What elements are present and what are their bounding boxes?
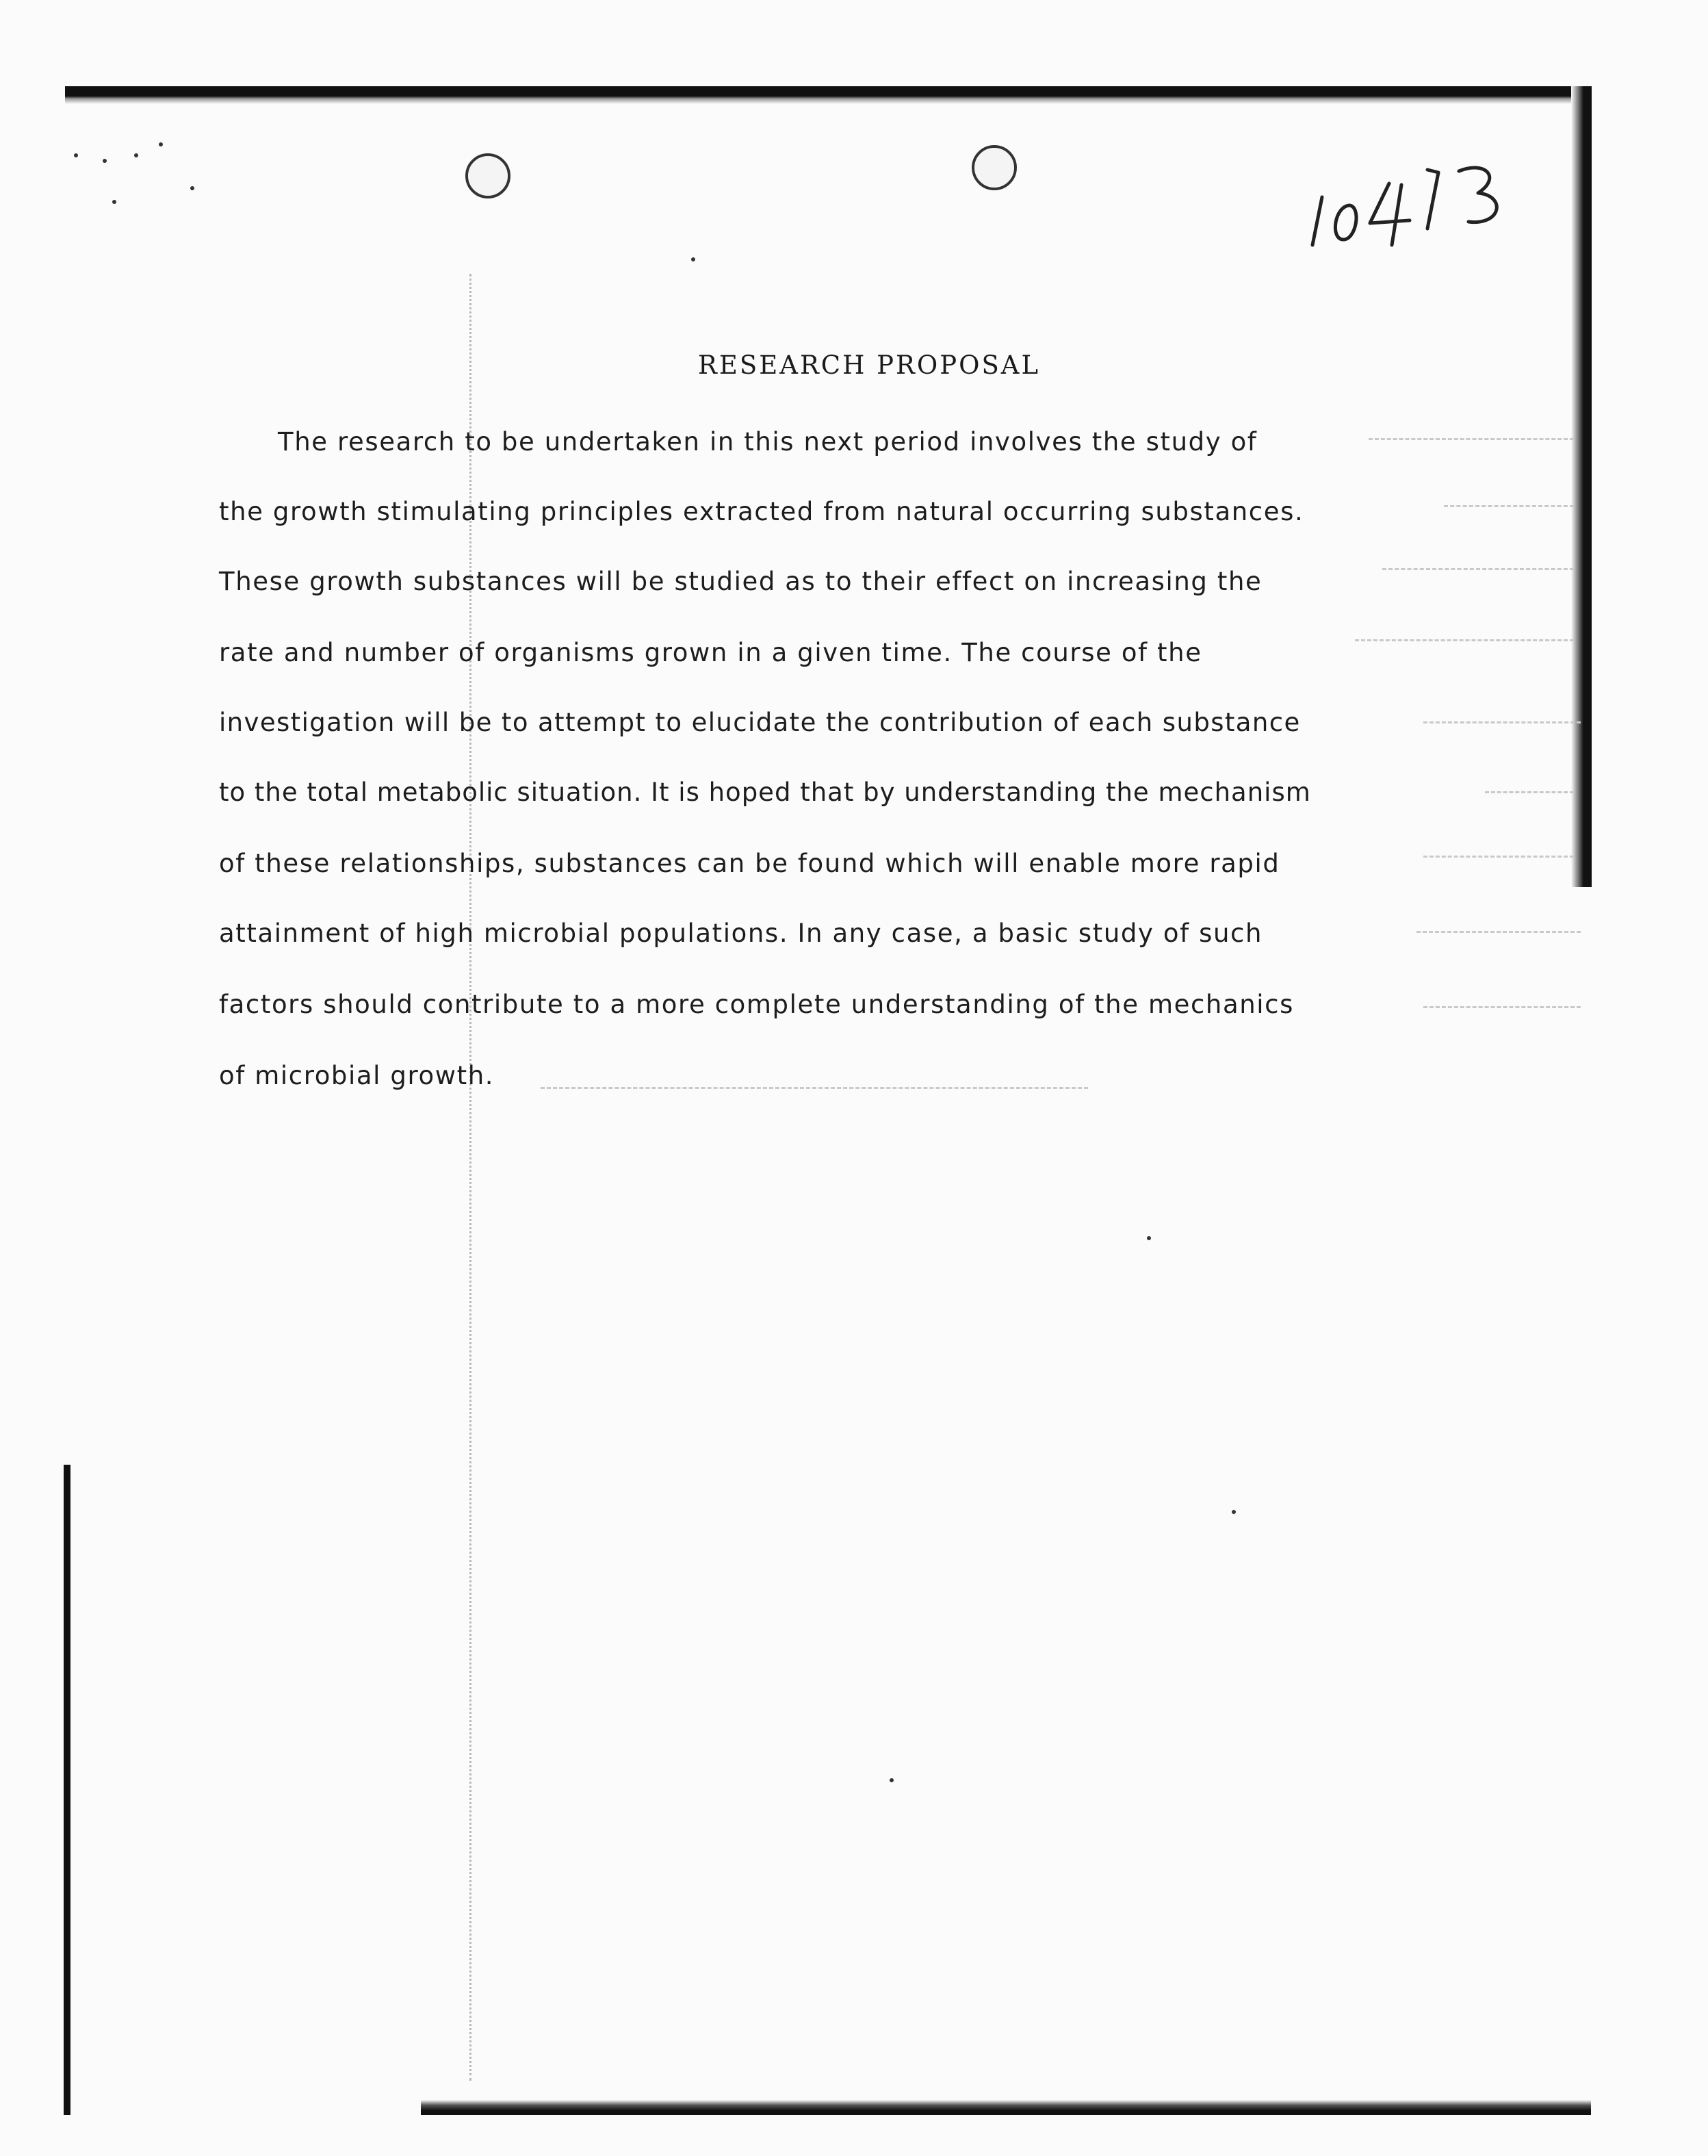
scan-speck [103,159,107,163]
scan-speck [134,153,138,157]
paragraph-line: These growth substances will be studied as to their effect on increasing the [219,567,1263,596]
scan-speck [112,200,116,204]
scan-speck [1232,1510,1236,1514]
scan-speck [890,1778,894,1782]
faint-ruled-line [1485,791,1574,793]
faint-ruled-line [1423,1006,1581,1008]
faint-ruled-line [1355,639,1574,641]
faint-ruled-line [1444,505,1574,507]
scan-speck [190,186,194,190]
paragraph-line: the growth stimulating principles extracted from natural occurring substances. [219,497,1304,526]
faint-ruled-line [1423,856,1574,858]
scan-speck [74,153,78,157]
faint-ruled-line [541,1087,1088,1089]
paragraph-line: attainment of high microbial populations. In any case, a basic study of such [219,919,1263,948]
faint-ruled-line [1423,721,1581,723]
paragraph-line: The research to be undertaken in this next period involves the study of [278,427,1258,457]
scan-edge-right [1571,86,1592,887]
paragraph-line: of these relationships, substances can be found which will enable more rapid [219,849,1280,878]
faint-ruled-line [1382,568,1574,570]
document-title: RESEARCH PROPOSAL [698,350,1041,380]
paragraph-line: of microbial growth. [219,1061,495,1090]
scan-edge-bottom [421,2100,1591,2115]
paragraph-line: investigation will be to attempt to elucidate the contribution of each substance [219,708,1301,737]
punch-hole-icon [972,145,1017,190]
paragraph-line: to the total metabolic situation. It is hoped that by understanding the mechanism [219,778,1311,807]
handwritten-number-image [1307,157,1533,253]
fold-line [469,274,471,2081]
paragraph-line: factors should contribute to a more complete understanding of the mechanics [219,990,1294,1019]
punch-hole-icon [465,153,510,198]
faint-ruled-line [1369,438,1574,440]
scan-edge-left [64,1465,70,2115]
scan-edge-top [65,86,1591,104]
scan-speck [1147,1236,1151,1240]
paragraph-line: rate and number of organisms grown in a given time. The course of the [219,638,1202,667]
scan-speck [691,257,695,261]
faint-ruled-line [1416,931,1581,933]
scan-speck [159,142,163,146]
